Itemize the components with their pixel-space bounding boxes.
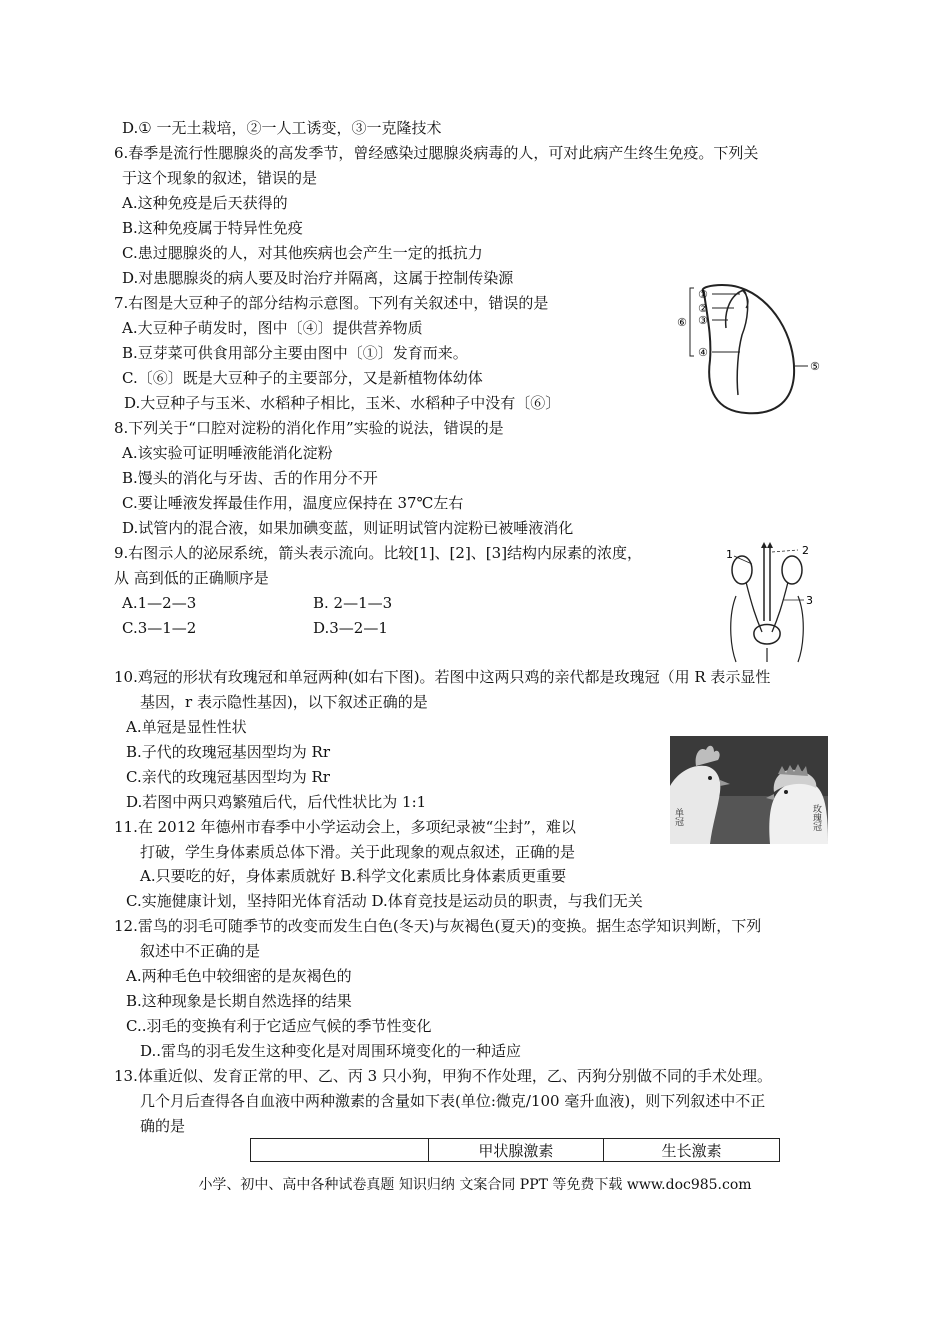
q12-option-b: B.这种现象是长期自然选择的结果 — [126, 992, 352, 1010]
q7-option-a: A.大豆种子萌发时，图中〔④〕提供营养物质 — [122, 319, 423, 337]
urinary-label-2: 2 — [802, 544, 809, 557]
q7-option-b: B.豆芽菜可供食用部分主要由图中〔①〕发育而来。 — [122, 344, 468, 362]
seed-label-4: ④ — [698, 346, 708, 359]
q11-options-cd: C.实施健康计划，坚持阳光体育活动 D.体育竞技是运动员的职责，与我们无关 — [126, 892, 643, 910]
q7-stem: 7.右图是大豆种子的部分结构示意图。下列有关叙述中，错误的是 — [114, 294, 549, 312]
seed-label-3: ③ — [698, 314, 708, 327]
q6-stem-cont: 于这个现象的叙述，错误的是 — [122, 169, 318, 187]
table-header-growth: 生长激素 — [604, 1139, 780, 1162]
rooster-comb-photo — [670, 736, 828, 844]
q11-options-ab: A.只要吃的好，身体素质就好 B.科学文化素质比身体素质更重要 — [140, 867, 567, 885]
q8-stem: 8.下列关于“口腔对淀粉的消化作用”实验的说法，错误的是 — [114, 419, 504, 437]
q7-option-c: C.〔⑥〕既是大豆种子的主要部分，又是新植物体幼体 — [122, 369, 483, 387]
q9-stem-cont: 从 高到低的正确顺序是 — [114, 569, 269, 587]
q6-stem: 6.春季是流行性腮腺炎的高发季节，曾经感染过腮腺炎病毒的人，可对此病产生终生免疫。下列关 — [114, 144, 759, 162]
q5-option-d: D.① 一无土栽培，②一人工诱变，③一克隆技术 — [122, 119, 442, 137]
q8-option-c: C.要让唾液发挥最佳作用，温度应保持在 37℃左右 — [122, 494, 464, 512]
hormone-table — [250, 1138, 780, 1162]
q8-option-a: A.该实验可证明唾液能消化淀粉 — [122, 444, 333, 462]
q7-option-d: D.大豆种子与玉米、水稻种子相比，玉米、水稻种子中没有〔⑥〕 — [124, 394, 561, 412]
seed-label-1: ① — [698, 288, 708, 301]
urinary-system-diagram — [722, 536, 816, 664]
q9-option-c: C.3—1—2 — [122, 619, 197, 637]
q12-stem-cont: 叙述中不正确的是 — [140, 942, 261, 960]
seed-label-6: ⑥ — [677, 316, 687, 329]
q8-option-b: B.馒头的消化与牙齿、舌的作用分不开 — [122, 469, 378, 487]
q9-option-b: B. 2—1—3 — [313, 594, 393, 612]
q11-stem: 11.在 2012 年德州市春季中小学运动会上，多项纪录被“尘封”，难以 — [114, 818, 576, 836]
q9-stem: 9.右图示人的泌尿系统，箭头表示流向。比较[1]、[2]、[3]结构内尿素的浓度， — [114, 544, 643, 562]
page-footer: 小学、初中、高中各种试卷真题 知识归纳 文案合同 PPT 等免费下载 www.doc985.com — [198, 1177, 752, 1193]
table-header-thyroid: 甲状腺激素 — [428, 1139, 604, 1162]
q9-option-a: A.1—2—3 — [122, 594, 197, 612]
rooster-label-single: 单冠 — [673, 808, 683, 826]
soybean-seed-diagram — [676, 280, 838, 420]
urinary-label-1: 1 — [726, 548, 733, 561]
q13-stem: 13.体重近似、发育正常的甲、乙、丙 3 只小狗，甲狗不作处理，乙、丙狗分别做不同的手术处理。 — [114, 1067, 772, 1085]
table-header-empty — [251, 1139, 429, 1162]
q13-stem-cont2: 确的是 — [140, 1117, 186, 1135]
q6-option-b: B.这种免疫属于特异性免疫 — [122, 219, 303, 237]
q12-option-c: C..羽毛的变换有利于它适应气候的季节性变化 — [126, 1017, 432, 1035]
q12-stem: 12.雷鸟的羽毛可随季节的改变而发生白色(冬天)与灰褐色(夏天)的变换。据生态学知识判断，下列 — [114, 917, 762, 935]
q10-option-c: C.亲代的玫瑰冠基因型均为 Rr — [126, 768, 330, 786]
q12-option-a: A.两种毛色中较细密的是灰褐色的 — [126, 967, 352, 985]
q10-option-a: A.单冠是显性性状 — [126, 718, 247, 736]
q10-option-d: D.若图中两只鸡繁殖后代，后代性状比为 1:1 — [126, 793, 427, 811]
table-row — [251, 1139, 780, 1162]
q6-option-c: C.患过腮腺炎的人，对其他疾病也会产生一定的抵抗力 — [122, 244, 483, 262]
q10-stem: 10.鸡冠的形状有玫瑰冠和单冠两种(如右下图)。若图中这两只鸡的亲代都是玫瑰冠（用 R 表示显性 — [114, 668, 771, 686]
q10-stem-cont: 基因，r 表示隐性基因)，以下叙述正确的是 — [140, 693, 428, 711]
q8-option-d: D.试管内的混合液，如果加碘变蓝，则证明试管内淀粉已被唾液消化 — [122, 519, 574, 537]
seed-label-2: ② — [698, 302, 708, 315]
q9-option-d: D.3—2—1 — [313, 619, 388, 637]
q13-stem-cont: 几个月后查得各自血液中两种激素的含量如下表(单位:微克/100 毫升血液)，则下列叙述中不正 — [140, 1092, 766, 1110]
urinary-label-3: 3 — [806, 594, 813, 607]
q6-option-d: D.对患腮腺炎的病人要及时治疗并隔离，这属于控制传染源 — [122, 269, 514, 287]
q10-option-b: B.子代的玫瑰冠基因型均为 Rr — [126, 743, 331, 761]
q6-option-a: A.这种免疫是后天获得的 — [122, 194, 288, 212]
q11-stem-cont: 打破，学生身体素质总体下滑。关于此现象的观点叙述，正确的是 — [140, 843, 576, 861]
rooster-label-rose: 玫瑰冠 — [811, 804, 821, 831]
q12-option-d: D..雷鸟的羽毛发生这种变化是对周围环境变化的一种适应 — [140, 1042, 522, 1060]
seed-label-5: ⑤ — [810, 360, 820, 373]
